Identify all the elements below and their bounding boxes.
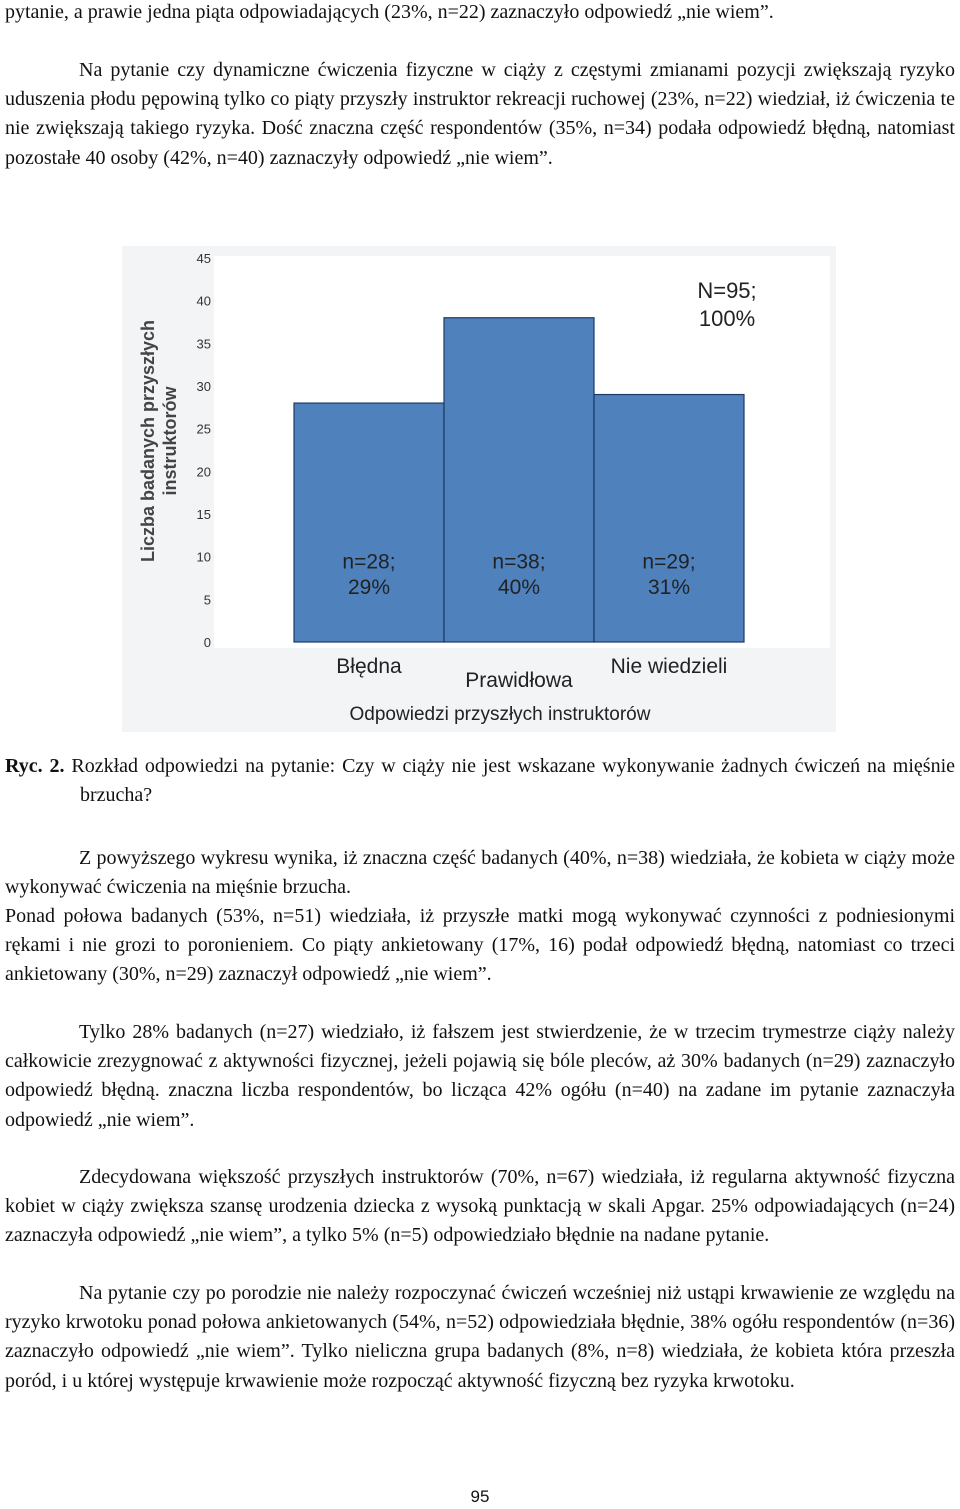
category-label: Nie wiedzieli [610, 655, 728, 678]
caption-text: Rozkład odpowiedzi na pytanie: Czy w ciąży nie jest wskazane wykonywanie żadnych ćwiczeń na mięśnie brzucha? [71, 755, 955, 806]
y-axis-label-line1: Liczba badanych przyszłych [138, 319, 158, 563]
bar-data-label-n: n=38; [492, 550, 546, 574]
y-tick-label: 20 [196, 464, 211, 480]
bar-data-label-pct: 40% [497, 576, 541, 600]
y-tick-label: 35 [196, 336, 211, 352]
total-annotation-n: N=95; [697, 278, 757, 303]
bar [594, 395, 744, 642]
bar-data-label-pct: 31% [647, 576, 691, 600]
y-tick-label: 15 [196, 507, 211, 522]
bar [294, 403, 444, 642]
category-label: Prawidłowa [465, 669, 573, 692]
page-number: 95 [470, 1487, 490, 1506]
paragraph-abdominal: Z powyższego wykresu wynika, iż znaczna część badanych (40%, n=38) wiedziała, że kobieta w ciąży może wykonywać ćwiczenia na mięśnie brzucha. [5, 847, 955, 899]
figure-caption [5, 752, 955, 810]
paragraph-umbilical-cord: Na pytanie czy dynamiczne ćwiczenia fizyczne w ciąży z częstymi zmianami pozycji zwiększają ryzyko uduszenia płodu pępowiną tylko co piąty przyszły instruktor rekreacji ruchowej (23%, n=22) wiedział, iż ćwiczenia te nie zwiększają takiego ryzyka. Dość znaczna część respondentów (35%, n=34) podała odpowiedź błędną, natomiast pozostałe 40 osoby (42%, n=40) zaznaczyły odpowiedź „nie wiem”. [5, 59, 955, 169]
bar-data-label-pct: 29% [347, 576, 391, 600]
y-tick-label: 0 [203, 635, 211, 650]
y-tick-label: 40 [196, 293, 211, 309]
x-axis-label: Odpowiedzi przyszłych instruktorów [349, 704, 651, 725]
y-tick-label: 5 [203, 592, 211, 608]
paragraph-raised-arms: Ponad połowa badanych (53%, n=51) wiedziała, iż przyszłe matki mogą wykonywać czynności z podniesionymi rękami i nie grozi to poronieniem. Co piąty ankietowany (17%, 16) podał odpowiedź błędną, natomiast co trzeci ankietowany (30%, n=29) zaznaczył odpowiedź „nie wiem”. [5, 905, 955, 986]
y-tick-label: 30 [196, 379, 211, 394]
category-label: Błędna [336, 655, 402, 678]
y-axis-label-line2: instruktorów [160, 386, 180, 496]
paragraph-apgar: Zdecydowana większość przyszłych instruktorów (70%, n=67) wiedziała, iż regularna aktywność fizyczna kobiet w ciąży zwiększa szansę urodzenia dziecka z wysoką punktacją w skali Apgar. 25% odpowiadających (n=24) zaznaczyła odpowiedź „nie wiem”, a tylko 5% (n=5) odpowiedziało błędnie na nadane pytanie. [5, 1166, 955, 1247]
paragraph-continuation: pytanie, a prawie jedna piąta odpowiadających (23%, n=22) zaznaczyło odpowiedź „nie wiem”. [5, 1, 774, 23]
y-tick-label: 10 [196, 549, 211, 565]
y-tick-label: 45 [196, 251, 211, 266]
bar-data-label-n: n=28; [342, 550, 396, 574]
total-annotation-pct: 100% [698, 306, 756, 331]
bar-chart-svg [122, 246, 836, 732]
bar-data-label-n: n=29; [642, 550, 696, 574]
y-tick-label: 25 [196, 421, 211, 437]
caption-label: Ryc. 2. [5, 755, 65, 777]
paragraph-back-pain: Tylko 28% badanych (n=27) wiedziało, iż fałszem jest stwierdzenie, że w trzecim trymestrze ciąży należy całkowicie zrezygnować z aktywności fizycznej, jeżeli pojawią się bóle pleców, aż 30% badanych (n=29) zaznaczyło odpowiedź błędną. znaczna liczba respondentów, bo licząca 42% ogółu (n=40) na zadane im pytanie zaznaczyła odpowiedź „nie wiem”. [5, 1021, 955, 1131]
bar-chart [122, 246, 836, 732]
paragraph-bleeding: Na pytanie czy po porodzie nie należy rozpoczynać ćwiczeń wcześniej niż ustąpi krwawienie ze względu na ryzyko krwotoku ponad połowa ankietowanych (54%, n=52) odpowiedziała błędnie, 38% ogółu respondentów (n=36) zaznaczyło odpowiedź „nie wiem”. Tylko nieliczna grupa badanych (8%, n=8) wiedziała, że kobieta która przeszła poród, i u której występuje krwawienie może rozpocząć aktywność fizyczną bez ryzyka krwotoku. [5, 1282, 955, 1392]
